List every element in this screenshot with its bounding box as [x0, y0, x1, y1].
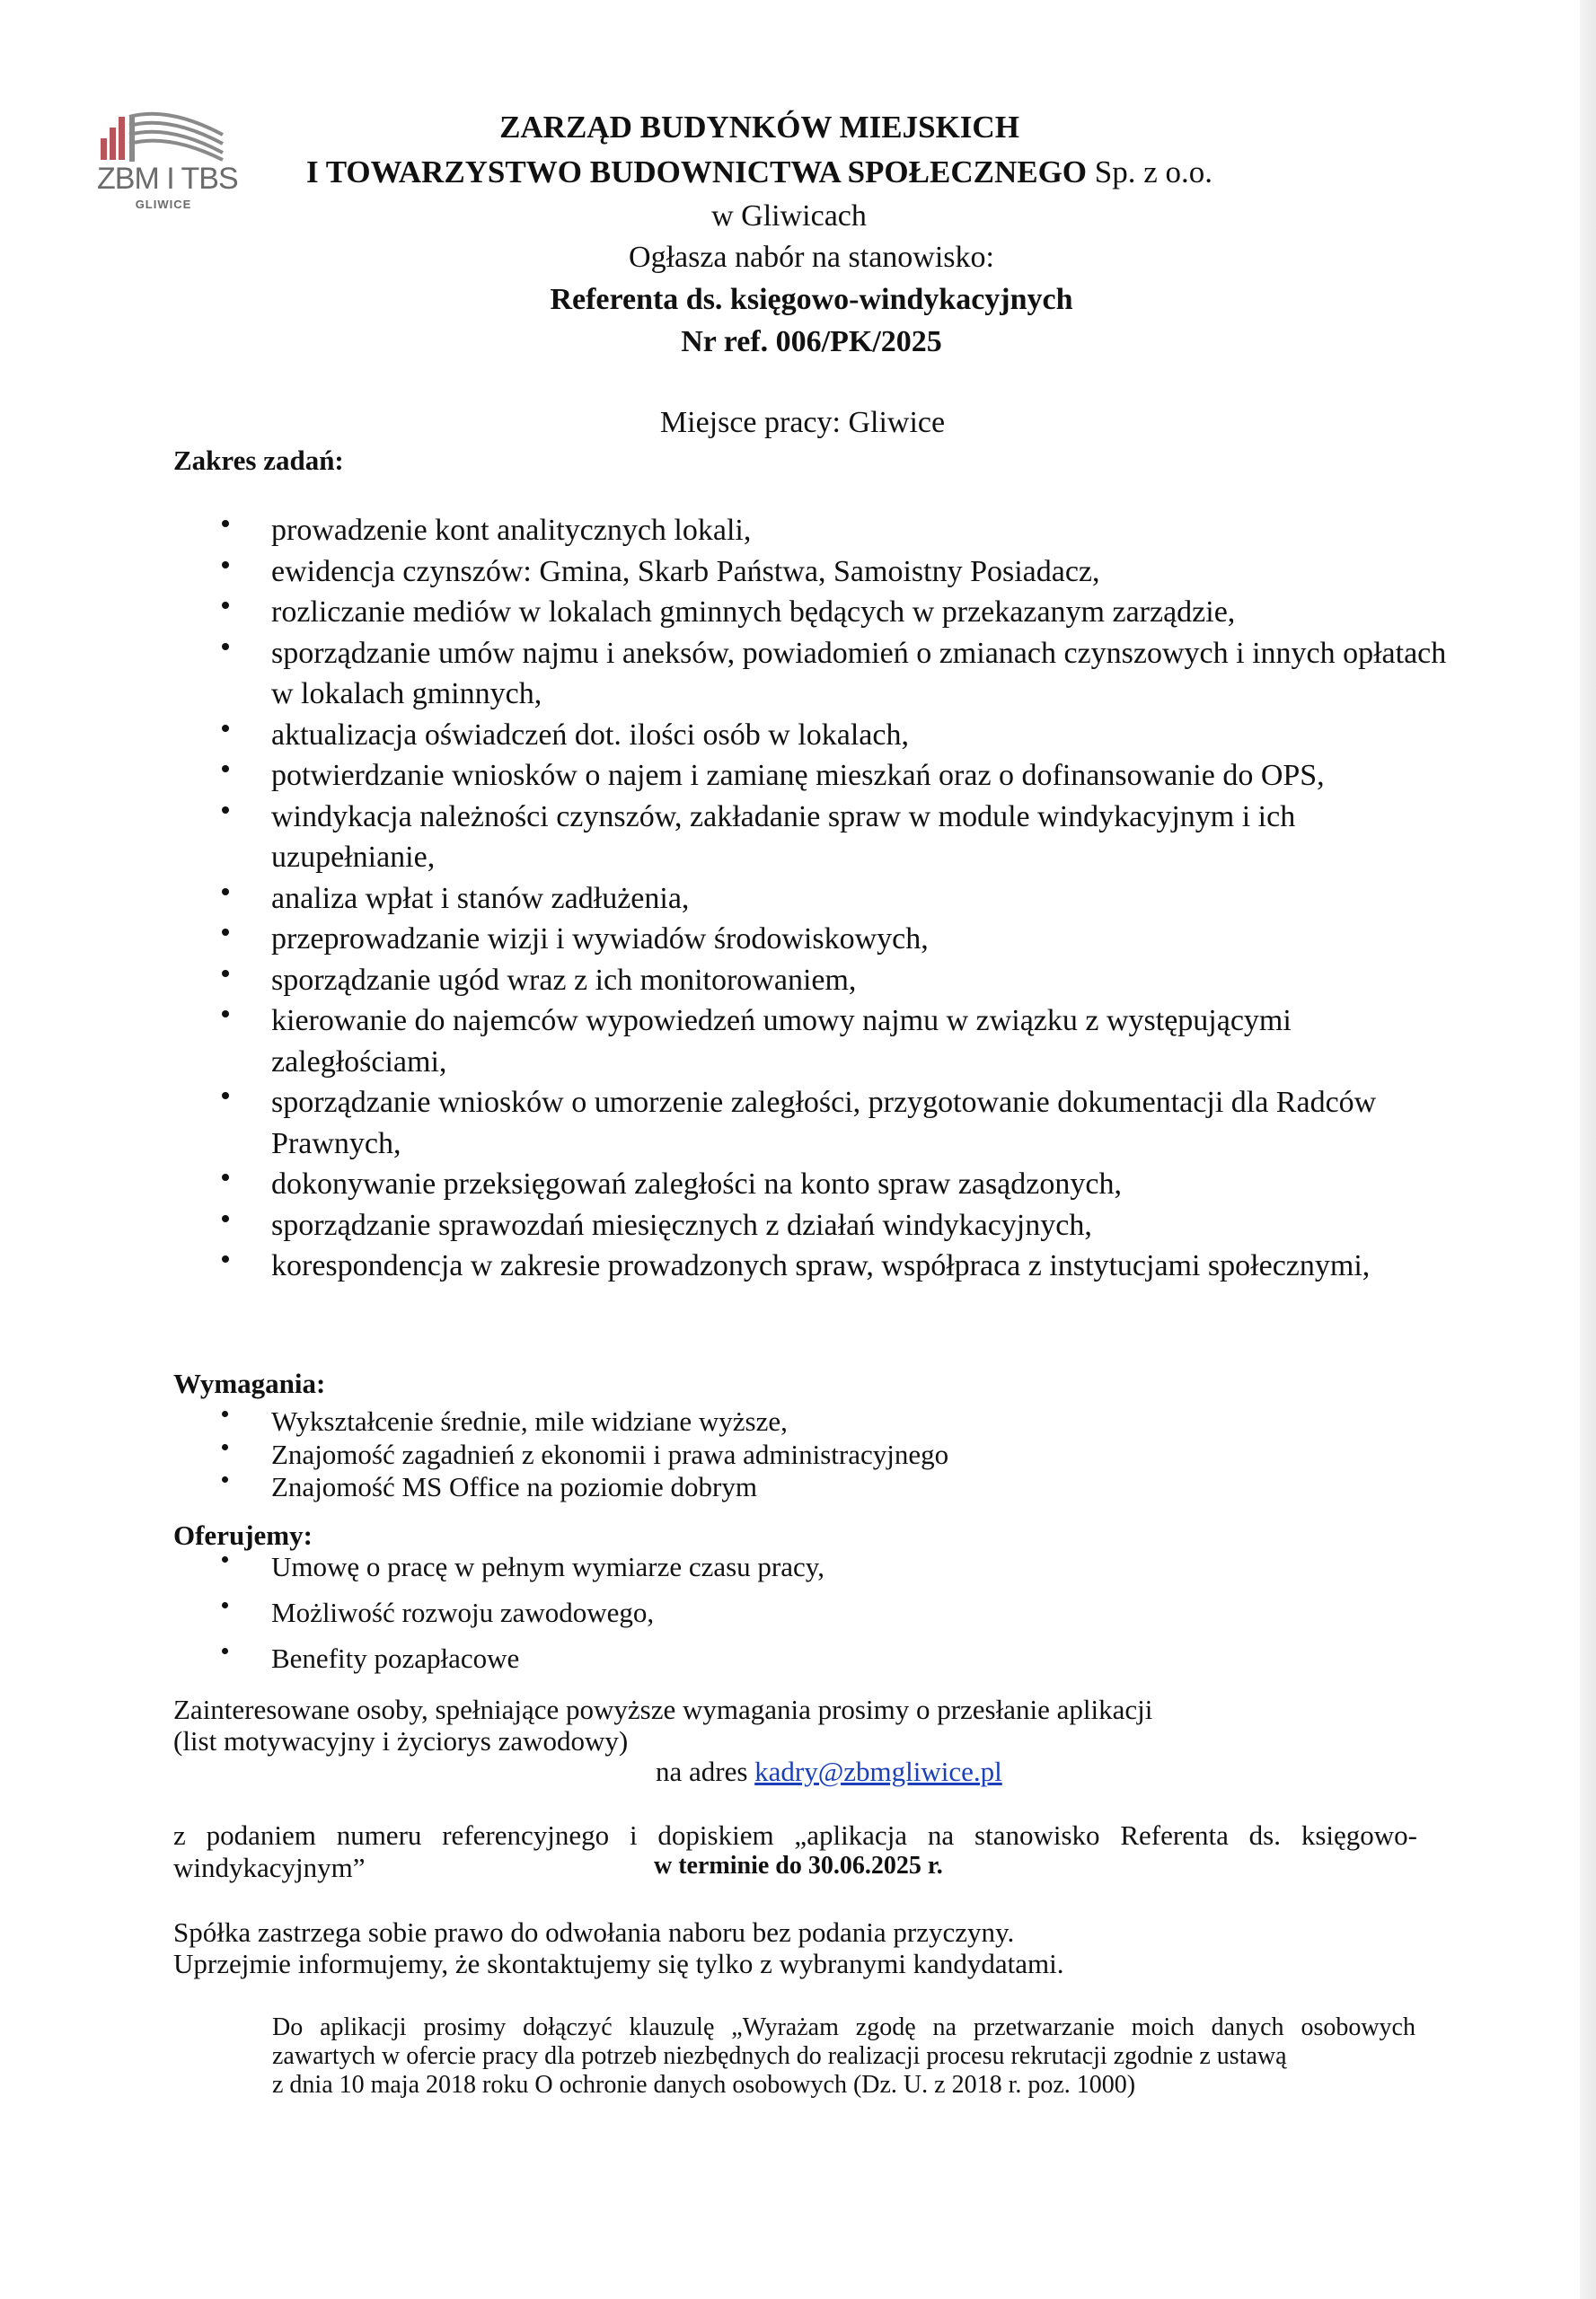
company-form: Sp. z o.o.: [1087, 154, 1213, 189]
list-item: windykacja należności czynszów, zakładanie spraw w module windykacyjnym i ich uzupełnianie,: [0, 797, 1457, 878]
list-item: analiza wpłat i stanów zadłużenia,: [0, 878, 1457, 920]
reference-note-line-1: z podaniem numeru referencyjnego i dopiskiem „aplikacja na stanowisko Referenta ds. księgowo-: [173, 1819, 1417, 1851]
list-item: Znajomość zagadnień z ekonomii i prawa administracyjnego: [0, 1439, 948, 1472]
list-item: korespondencja w zakresie prowadzonych spraw, współpraca z instytucjami społecznymi,: [0, 1246, 1457, 1287]
bullet-icon: [222, 1648, 228, 1654]
header-line-2: [0, 154, 1557, 190]
job-reference-number: Nr ref. 006/PK/2025: [681, 325, 942, 358]
application-line-2: (list motywacyjny i życiorys zawodowy): [173, 1725, 629, 1757]
closing-line-2: Uprzejmie informujemy, że skontaktujemy się tylko z wybranymi kandydatami.: [173, 1948, 1064, 1979]
bullet-icon: [222, 1602, 228, 1608]
list-item: przeprowadzanie wizji i wywiadów środowiskowych,: [0, 919, 1457, 960]
requirements-heading: Wymagania:: [173, 1368, 326, 1399]
application-deadline: w terminie do 30.06.2025 r.: [654, 1852, 943, 1880]
bullet-icon: [222, 929, 229, 936]
list-item: sporządzanie umów najmu i aneksów, powiadomień o zmianach czynszowych i innych opłatach w lokalach gminnych,: [0, 633, 1457, 715]
bullet-icon: [222, 1476, 228, 1483]
tasks-list: [0, 510, 1457, 1287]
bullet-icon: [222, 1215, 229, 1222]
company-name-bold: I TOWARZYSTWO BUDOWNICTWA SPOŁECZNEGO: [305, 154, 1088, 189]
workplace-location: Miejsce pracy: Gliwice: [659, 406, 946, 439]
bullet-icon: [222, 1010, 229, 1017]
bullet-icon: [222, 602, 229, 609]
list-item: potwierdzanie wniosków o najem i zamianę mieszkań oraz o dofinansowanie do OPS,: [0, 755, 1457, 797]
logo-city: GLIWICE: [135, 198, 192, 211]
bullet-icon: [222, 643, 229, 650]
bullet-icon: [222, 1556, 228, 1563]
header-city: w Gliwicach: [711, 199, 867, 233]
closing-line-1: Spółka zastrzega sobie prawo do odwołania naboru bez podania przyczyny.: [173, 1916, 1015, 1948]
bullet-icon: [222, 1092, 229, 1099]
list-item: ewidencja czynszów: Gmina, Skarb Państwa, Samoistny Posiadacz,: [0, 551, 1457, 593]
list-item: sporządzanie ugód wraz z ich monitorowaniem,: [0, 960, 1457, 1001]
bullet-icon: [222, 970, 229, 977]
application-address: [656, 1756, 1002, 1788]
list-item: Możliwość rozwoju zawodowego,: [0, 1597, 824, 1629]
requirements-list: [0, 1405, 948, 1504]
header-announcement: Ogłasza nabór na stanowisko:: [629, 241, 994, 274]
bullet-icon: [222, 1444, 228, 1450]
logo-text: ZBM I TBS: [97, 162, 238, 196]
consent-line-3: z dnia 10 maja 2018 roku O ochronie danych osobowych (Dz. U. z 2018 r. poz. 1000): [272, 2071, 1136, 2099]
list-item: prowadzenie kont analitycznych lokali,: [0, 510, 1457, 551]
application-line-1: Zainteresowane osoby, spełniające powyższe wymagania prosimy o przesłanie aplikacji: [173, 1694, 1153, 1725]
bullet-icon: [222, 1411, 228, 1417]
bullet-icon: [222, 888, 229, 895]
list-item: Znajomość MS Office na poziomie dobrym: [0, 1471, 948, 1504]
consent-clause: [272, 2013, 1415, 2100]
header-line-1: ZARZĄD BUDYNKÓW MIEJSKICH: [499, 110, 1019, 145]
reference-note-line-2: windykacyjnym”: [173, 1852, 366, 1883]
list-item: sporządzanie wniosków o umorzenie zaległości, przygotowanie dokumentacji dla Radców Prawnych,: [0, 1082, 1457, 1164]
bullet-icon: [222, 520, 229, 527]
list-item: dokonywanie przeksięgowań zaległości na konto spraw zasądzonych,: [0, 1164, 1457, 1205]
tasks-heading: Zakres zadań:: [173, 445, 344, 476]
consent-line-2: zawartych w ofercie pracy dla potrzeb niezbędnych do realizacji procesu rekrutacji zgodnie z ustawą: [272, 2042, 1287, 2070]
list-item: Wykształcenie średnie, mile widziane wyższe,: [0, 1405, 948, 1439]
list-item: Umowę o pracę w pełnym wymiarze czasu pracy,: [0, 1551, 824, 1583]
list-item: rozliczanie mediów w lokalach gminnych będących w przekazanym zarządzie,: [0, 592, 1457, 633]
list-item: aktualizacja oświadczeń dot. ilości osób w lokalach,: [0, 715, 1457, 756]
bullet-icon: [222, 725, 229, 732]
address-prefix: na adres: [656, 1756, 755, 1787]
bullet-icon: [222, 806, 229, 814]
bullet-icon: [222, 561, 229, 568]
list-item: kierowanie do najemców wypowiedzeń umowy najmu w związku z występującymi zaległościami,: [0, 1000, 1457, 1082]
email-link[interactable]: kadry@zbmgliwice.pl: [754, 1756, 1002, 1787]
list-item: Benefity pozapłacowe: [0, 1643, 824, 1675]
consent-line-1: Do aplikacji prosimy dołączyć klauzulę „Wyrażam zgodę na przetwarzanie moich danych osobowych: [272, 2013, 1415, 2041]
bullet-icon: [222, 765, 229, 772]
bullet-icon: [222, 1174, 229, 1181]
offer-heading: Oferujemy:: [173, 1519, 313, 1551]
job-position-title: Referenta ds. księgowo-windykacyjnych: [550, 283, 1073, 316]
offer-list: [0, 1551, 824, 1688]
list-item: sporządzanie sprawozdań miesięcznych z działań windykacyjnych,: [0, 1205, 1457, 1246]
bullet-icon: [222, 1255, 229, 1263]
